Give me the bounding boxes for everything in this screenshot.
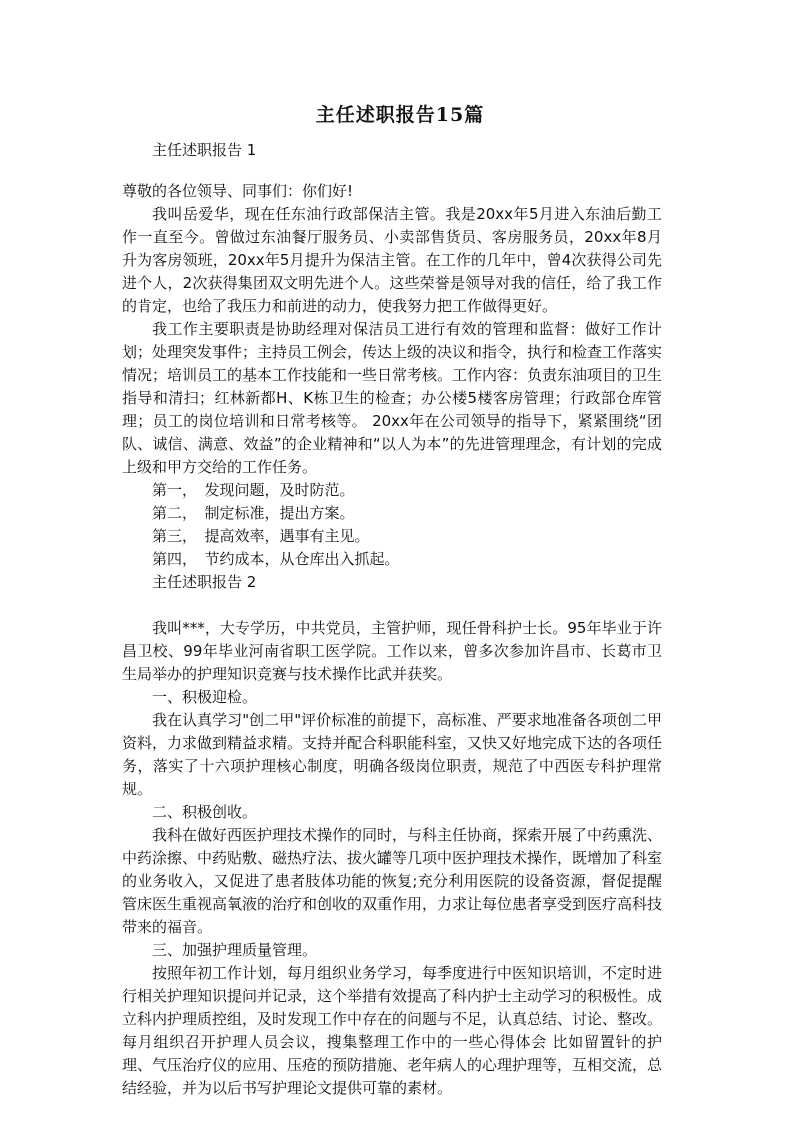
spacer xyxy=(122,594,662,617)
document-title: 主任述职报告15篇 xyxy=(315,104,485,126)
list-item: 第三， 提高效率，遇事有主见。 xyxy=(152,527,370,545)
section-1-paragraph-1: 我叫岳爱华，现在任东油行政部保洁主管。我是20xx年5月进入东油后勤工作一直至今。曾做过东油餐厅服务员、小卖部售货员、客房服务员，20xx年8月升为客房领班，20xx年5月提升为保洁主管。在工作的几年中，曾4次获得公司先进个人，2次获得集团双文明先进个人。这些荣誉是领导对我的信任，给了我工作的肯定，也给了我压力和前进的动力，使我努力把工作做得更好。 xyxy=(122,205,662,315)
section-2-paragraph-1: 我叫***，大专学历，中共党员，主管护师，现任骨科护士长。95年毕业于许昌卫校、99年毕业河南省职工医学院。工作以来，曾多次参加许昌市、长葛市卫生局举办的护理知识竞赛与技术操作比武并获奖。 xyxy=(122,619,662,683)
section-1-paragraph-2: 我工作主要职责是协助经理对保洁员工进行有效的管理和监督：做好工作计划；处理突发事件；主持员工例会，传达上级的决议和指令，执行和检查工作落实情况；培训员工的基本工作技能和一些日常考核。工作内容：负责东油项目的卫生指导和清扫；红林新都H、K栋卫生的检查；办公楼5楼客房管理；行政部仓库管理；员工的岗位培训和日常考核等。 20xx年在公司领导的指导下，紧紧围绕“团队、诚信、满意、效益”的企业精神和“以人为本”的先进管理理念，有计划的完成上级和甲方交给的工作任务。 xyxy=(122,320,663,476)
subheading-3: 三、加强护理质量管理。 xyxy=(152,941,318,959)
section-1-heading: 主任述职报告 1 xyxy=(152,141,257,159)
subheading-1: 一、积极迎检。 xyxy=(152,688,258,706)
section-1-body xyxy=(122,180,662,1100)
section-1 xyxy=(122,139,662,162)
section-2-paragraph-3: 我科在做好西医护理技术操作的同时，与科主任协商，探索开展了中药熏洗、中药涂擦、中药贴敷、磁热疗法、拔火罐等几项中医护理技术操作，既增加了科室的业务收入，又促进了患者肢体功能的恢复;充分利用医院的设备资源，督促提醒管床医生重视高氧液的治疗和创收的双重作用，力求让每位患者享受到医疗高科技带来的福音。 xyxy=(122,826,663,936)
section-2-paragraph-2: 我在认真学习"创二甲"评价标准的前提下，高标准、严要求地准备各项创二甲资料，力求做到精益求精。支持并配合科职能科室，又快又好地完成下达的各项任务，落实了十六项护理核心制度，明确各级岗位职责，规范了中西医专科护理常规。 xyxy=(122,711,663,798)
subheading-2: 二、积极创收。 xyxy=(152,803,258,821)
list-item: 第二， 制定标准，提出方案。 xyxy=(152,504,355,522)
list-item: 第四， 节约成本，从仓库出入抓起。 xyxy=(152,550,400,568)
greeting: 尊敬的各位领导、同事们：你们好! xyxy=(122,182,354,200)
section-2-paragraph-4: 按照年初工作计划，每月组织业务学习，每季度进行中医知识培训，不定时进行相关护理知识提问并记录，这个举措有效提高了科内护士主动学习的积极性。成立科内护理质控组，及时发现工作中存在的问题与不足，认真总结、讨论、整改。每月组织召开护理人员会议，搜集整理工作中的一些心得体会 比如留置针的护理、气压治疗仪的应用、压疮的预防措施、老年病人的心理护理等，互相交流，总结经验，并为以后书写护理论文提供可靠的素材。 xyxy=(122,964,663,1097)
list-item: 第一， 发现问题，及时防范。 xyxy=(152,481,355,499)
section-2-heading: 主任述职报告 2 xyxy=(152,573,257,591)
